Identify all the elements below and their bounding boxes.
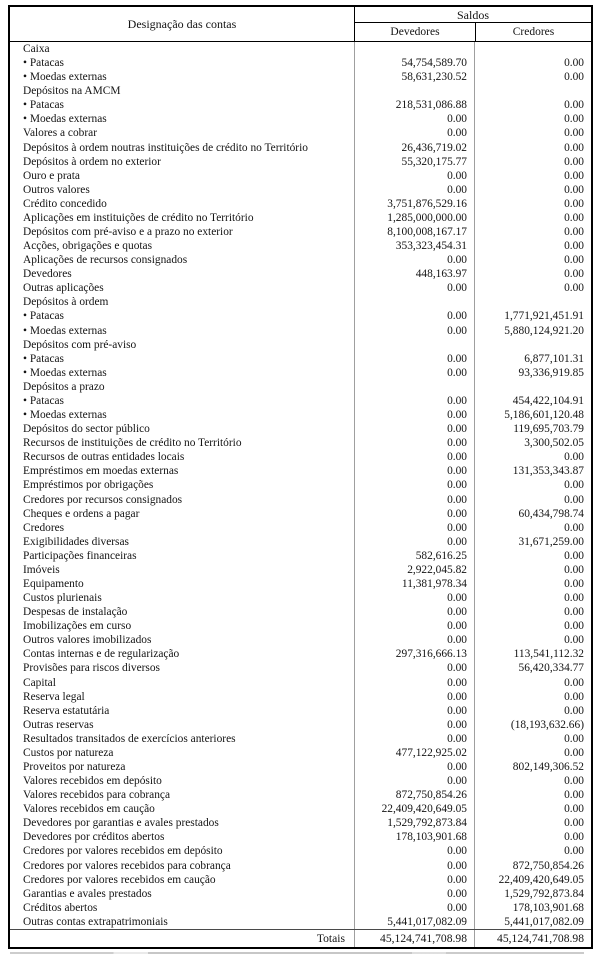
account-label: Ouro e prata	[23, 169, 80, 182]
table-row	[10, 84, 591, 98]
account-label: Caixa	[23, 43, 50, 55]
table-row	[10, 281, 591, 295]
saldos-header-group	[354, 7, 591, 41]
credores-value: 0.00	[474, 478, 591, 492]
table-body	[10, 42, 591, 929]
credores-value: 0.00	[474, 591, 591, 605]
account-label: Recursos de outras entidades locais	[23, 451, 185, 464]
account-label: Devedores	[23, 268, 72, 281]
account-label: Garantias e avales prestados	[23, 887, 152, 900]
credores-value: 113,541,112.32	[474, 647, 591, 661]
devedores-value: 0.00	[354, 450, 474, 464]
table-row	[10, 788, 591, 802]
account-label: Credores	[23, 521, 65, 534]
totals-row	[10, 929, 591, 947]
table-row	[10, 436, 591, 450]
account-label: Créditos abertos	[23, 901, 98, 914]
credores-value: 0.00	[474, 746, 591, 760]
account-label: Valores recebidos para cobrança	[23, 789, 171, 802]
account-label: Outras contas extrapatrimoniais	[23, 915, 168, 928]
credores-value: 0.00	[474, 690, 591, 704]
credores-value	[474, 380, 591, 394]
credores-value: 0.00	[474, 676, 591, 690]
account-label: Credores por valores recebidos em caução	[23, 873, 216, 886]
account-label: Devedores por garantias e avales prestados	[23, 817, 219, 830]
account-label: Depósitos com pré-aviso e a prazo no exterior	[23, 226, 233, 239]
column-header-designacao: Designação das contas	[127, 16, 237, 31]
account-label: Imóveis	[23, 563, 60, 576]
devedores-value: 0.00	[354, 760, 474, 774]
devedores-value: 0.00	[354, 873, 474, 887]
credores-value	[474, 84, 591, 98]
account-label: Depósitos do sector público	[23, 423, 150, 436]
devedores-value: 0.00	[354, 619, 474, 633]
devedores-value: 55,320,175.77	[354, 155, 474, 169]
table-row	[10, 253, 591, 267]
credores-value: 0.00	[474, 267, 591, 281]
table-row	[10, 535, 591, 549]
credores-value	[474, 42, 591, 56]
account-label: Outros valores	[23, 183, 90, 196]
table-row	[10, 507, 591, 521]
devedores-value: 448,163.97	[354, 267, 474, 281]
account-label: Custos por natureza	[23, 746, 114, 759]
table-row	[10, 422, 591, 436]
devedores-value: 0.00	[354, 732, 474, 746]
devedores-value: 178,103,901.68	[354, 830, 474, 844]
table-row	[10, 98, 591, 112]
table-row	[10, 844, 591, 858]
account-label: Despesas de instalação	[23, 606, 128, 619]
totals-devedores-value: 45,124,741,708.98	[354, 930, 474, 947]
devedores-value: 0.00	[354, 126, 474, 140]
table-row	[10, 352, 591, 366]
account-label: Depósitos à ordem	[23, 296, 109, 309]
column-header-credores: Credores	[475, 23, 591, 41]
devedores-value: 0.00	[354, 394, 474, 408]
table-row	[10, 338, 591, 352]
devedores-value: 0.00	[354, 507, 474, 521]
column-header-devedores: Devedores	[390, 26, 440, 38]
account-label: • Patacas	[23, 310, 64, 323]
account-label: • Patacas	[23, 394, 64, 407]
devedores-value: 0.00	[354, 591, 474, 605]
table-row	[10, 647, 591, 661]
credores-value: 0.00	[474, 197, 591, 211]
devedores-value: 5,441,017,082.09	[354, 915, 474, 929]
account-label: Valores a cobrar	[23, 127, 97, 140]
table-row	[10, 478, 591, 492]
devedores-value	[354, 338, 474, 352]
credores-value: 22,409,420,649.05	[474, 873, 591, 887]
account-label: Participações financeiras	[23, 549, 137, 562]
devedores-value: 0.00	[354, 859, 474, 873]
account-label: Valores recebidos em depósito	[23, 775, 162, 788]
table-row	[10, 816, 591, 830]
table-row	[10, 830, 591, 844]
devedores-value: 0.00	[354, 366, 474, 380]
table-row	[10, 464, 591, 478]
credores-value: 0.00	[474, 239, 591, 253]
account-label: Provisões para riscos diversos	[23, 662, 160, 675]
credores-value: 0.00	[474, 56, 591, 70]
account-label: Capital	[23, 676, 56, 689]
table-row	[10, 112, 591, 126]
account-label: Outras reservas	[23, 718, 94, 731]
devedores-value: 477,122,925.02	[354, 746, 474, 760]
table-row	[10, 493, 591, 507]
table-row	[10, 887, 591, 901]
table-row	[10, 70, 591, 84]
credores-value: 5,186,601,120.48	[474, 408, 591, 422]
scan-artifact-line	[10, 952, 584, 954]
credores-value: 0.00	[474, 211, 591, 225]
devedores-value: 0.00	[354, 887, 474, 901]
devedores-value: 218,531,086.88	[354, 98, 474, 112]
accounts-balance-table	[8, 5, 593, 949]
table-row	[10, 901, 591, 915]
credores-value: 3,300,502.05	[474, 436, 591, 450]
credores-value: 0.00	[474, 70, 591, 84]
table-row	[10, 563, 591, 577]
table-row	[10, 591, 591, 605]
table-row	[10, 774, 591, 788]
table-row	[10, 141, 591, 155]
credores-value: 0.00	[474, 563, 591, 577]
table-row	[10, 380, 591, 394]
credores-value: 0.00	[474, 141, 591, 155]
account-label: • Patacas	[23, 57, 64, 70]
devedores-value: 0.00	[354, 169, 474, 183]
table-row	[10, 718, 591, 732]
credores-value: 0.00	[474, 844, 591, 858]
table-row	[10, 521, 591, 535]
credores-value: 454,422,104.91	[474, 394, 591, 408]
credores-value: 0.00	[474, 732, 591, 746]
devedores-value: 872,750,854.26	[354, 788, 474, 802]
credores-value: 131,353,343.87	[474, 464, 591, 478]
account-label: Acções, obrigações e quotas	[23, 240, 153, 253]
account-label: Depósitos com pré-aviso	[23, 338, 137, 351]
devedores-value: 22,409,420,649.05	[354, 802, 474, 816]
credores-value: 0.00	[474, 577, 591, 591]
credores-value: 56,420,334.77	[474, 661, 591, 675]
table-row	[10, 704, 591, 718]
account-label: Proveitos por natureza	[23, 760, 126, 773]
totals-credores-value: 45,124,741,708.98	[474, 930, 591, 947]
devedores-value: 0.00	[354, 605, 474, 619]
account-label: Credores por recursos consignados	[23, 493, 183, 506]
table-row	[10, 605, 591, 619]
devedores-value: 582,616.25	[354, 549, 474, 563]
table-row	[10, 676, 591, 690]
devedores-value: 8,100,008,167.17	[354, 225, 474, 239]
table-row	[10, 859, 591, 873]
credores-value: 0.00	[474, 169, 591, 183]
devedores-value: 0.00	[354, 352, 474, 366]
table-header	[10, 7, 591, 42]
table-row	[10, 408, 591, 422]
account-label: Credores por valores recebidos em depósito	[23, 845, 223, 858]
account-label: Outras aplicações	[23, 282, 104, 295]
account-label: Aplicações de recursos consignados	[23, 254, 188, 267]
table-row	[10, 366, 591, 380]
devedores-value: 0.00	[354, 676, 474, 690]
table-row	[10, 225, 591, 239]
devedores-value: 0.00	[354, 436, 474, 450]
credores-value: 872,750,854.26	[474, 859, 591, 873]
table-row	[10, 802, 591, 816]
credores-value: 802,149,306.52	[474, 760, 591, 774]
column-header-saldos: Saldos	[355, 7, 591, 23]
account-label: Equipamento	[23, 577, 84, 590]
credores-value: 0.00	[474, 126, 591, 140]
account-label: • Moedas externas	[23, 366, 107, 379]
credores-value: 5,441,017,082.09	[474, 915, 591, 929]
table-row	[10, 42, 591, 56]
credores-value: 0.00	[474, 633, 591, 647]
account-label: Imobilizações em curso	[23, 620, 132, 633]
table-row	[10, 577, 591, 591]
devedores-value: 0.00	[354, 478, 474, 492]
table-row	[10, 746, 591, 760]
credores-value: 0.00	[474, 619, 591, 633]
credores-value	[474, 338, 591, 352]
credores-value: 0.00	[474, 493, 591, 507]
table-row	[10, 690, 591, 704]
devedores-value: 2,922,045.82	[354, 563, 474, 577]
credores-value: 6,877,101.31	[474, 352, 591, 366]
devedores-value: 3,751,876,529.16	[354, 197, 474, 211]
credores-value: 5,880,124,921.20	[474, 324, 591, 338]
devedores-value: 0.00	[354, 718, 474, 732]
account-label: Valores recebidos em caução	[23, 803, 155, 816]
credores-value: 0.00	[474, 830, 591, 844]
table-row	[10, 197, 591, 211]
devedores-value: 0.00	[354, 690, 474, 704]
table-row	[10, 183, 591, 197]
devedores-value: 58,631,230.52	[354, 70, 474, 84]
account-label: Outros valores imobilizados	[23, 634, 152, 647]
credores-value: 0.00	[474, 816, 591, 830]
devedores-value: 297,316,666.13	[354, 647, 474, 661]
credores-value: 0.00	[474, 704, 591, 718]
table-row	[10, 873, 591, 887]
devedores-value	[354, 295, 474, 309]
credores-value: 0.00	[474, 253, 591, 267]
account-label: Devedores por créditos abertos	[23, 831, 165, 844]
devedores-value: 0.00	[354, 774, 474, 788]
devedores-value: 0.00	[354, 535, 474, 549]
account-label: • Patacas	[23, 352, 64, 365]
devedores-value: 0.00	[354, 844, 474, 858]
devedores-value: 0.00	[354, 324, 474, 338]
devedores-value: 0.00	[354, 704, 474, 718]
table-row	[10, 549, 591, 563]
devedores-value: 0.00	[354, 309, 474, 323]
account-label: Reserva legal	[23, 690, 85, 703]
devedores-value	[354, 84, 474, 98]
credores-value: 0.00	[474, 281, 591, 295]
account-label: Resultados transitados de exercícios anteriores	[23, 732, 236, 745]
table-row	[10, 169, 591, 183]
credores-value: 0.00	[474, 155, 591, 169]
table-row	[10, 661, 591, 675]
table-row	[10, 915, 591, 929]
devedores-value: 0.00	[354, 183, 474, 197]
account-label: • Moedas externas	[23, 113, 107, 126]
table-row	[10, 309, 591, 323]
account-label: • Moedas externas	[23, 71, 107, 84]
devedores-value	[354, 380, 474, 394]
account-label: • Moedas externas	[23, 409, 107, 422]
table-row	[10, 760, 591, 774]
devedores-value: 0.00	[354, 408, 474, 422]
devedores-value: 1,529,792,873.84	[354, 816, 474, 830]
devedores-value: 0.00	[354, 464, 474, 478]
devedores-value: 54,754,589.70	[354, 56, 474, 70]
credores-value: 0.00	[474, 183, 591, 197]
devedores-value: 0.00	[354, 493, 474, 507]
account-label: Reserva estatutária	[23, 704, 110, 717]
credores-value: 60,434,798.74	[474, 507, 591, 521]
table-row	[10, 619, 591, 633]
devedores-value: 0.00	[354, 281, 474, 295]
credores-value: 0.00	[474, 774, 591, 788]
credores-value	[474, 295, 591, 309]
credores-value: 0.00	[474, 98, 591, 112]
table-row	[10, 267, 591, 281]
credores-value: 178,103,901.68	[474, 901, 591, 915]
credores-value: 93,336,919.85	[474, 366, 591, 380]
saldos-subheader-row	[355, 23, 591, 41]
devedores-value: 0.00	[354, 901, 474, 915]
account-label: Custos plurienais	[23, 592, 102, 605]
account-label: Exigibilidades diversas	[23, 535, 129, 548]
devedores-value: 0.00	[354, 521, 474, 535]
credores-value: 0.00	[474, 802, 591, 816]
table-row	[10, 450, 591, 464]
table-row	[10, 155, 591, 169]
table-row	[10, 394, 591, 408]
credores-value: 0.00	[474, 521, 591, 535]
account-label: Recursos de instituições de crédito no Território	[23, 437, 242, 450]
credores-value: (18,193,632.66)	[474, 718, 591, 732]
devedores-value: 0.00	[354, 633, 474, 647]
account-label: Depósitos a prazo	[23, 380, 105, 393]
credores-value: 31,671,259.00	[474, 535, 591, 549]
account-label: Crédito concedido	[23, 197, 107, 210]
devedores-value: 0.00	[354, 422, 474, 436]
account-label: Aplicações em instituições de crédito no Território	[23, 211, 254, 224]
table-row	[10, 295, 591, 309]
account-label: • Patacas	[23, 99, 64, 112]
table-row	[10, 324, 591, 338]
credores-value: 0.00	[474, 112, 591, 126]
table-row	[10, 126, 591, 140]
credores-value: 0.00	[474, 549, 591, 563]
account-label: Cheques e ordens a pagar	[23, 507, 140, 520]
devedores-value: 0.00	[354, 112, 474, 126]
account-label: Credores por valores recebidos para cobrança	[23, 859, 231, 872]
account-label: • Moedas externas	[23, 324, 107, 337]
totals-label: Totais	[316, 931, 345, 945]
devedores-value: 0.00	[354, 253, 474, 267]
table-row	[10, 239, 591, 253]
devedores-value: 1,285,000,000.00	[354, 211, 474, 225]
account-label: Depósitos na AMCM	[23, 85, 121, 98]
table-row	[10, 633, 591, 647]
account-label: Empréstimos por obrigações	[23, 479, 154, 492]
credores-value: 119,695,703.79	[474, 422, 591, 436]
devedores-value	[354, 42, 474, 56]
credores-value: 0.00	[474, 450, 591, 464]
credores-value: 0.00	[474, 605, 591, 619]
devedores-value: 11,381,978.34	[354, 577, 474, 591]
devedores-value: 0.00	[354, 661, 474, 675]
credores-value: 0.00	[474, 225, 591, 239]
credores-value: 1,771,921,451.91	[474, 309, 591, 323]
credores-value: 1,529,792,873.84	[474, 887, 591, 901]
account-label: Contas internas e de regularização	[23, 648, 180, 661]
account-label: Depósitos à ordem noutras instituições de crédito no Território	[23, 141, 308, 154]
table-row	[10, 211, 591, 225]
account-label: Depósitos à ordem no exterior	[23, 155, 161, 168]
devedores-value: 26,436,719.02	[354, 141, 474, 155]
devedores-value: 353,323,454.31	[354, 239, 474, 253]
table-row	[10, 732, 591, 746]
table-row	[10, 56, 591, 70]
credores-value: 0.00	[474, 788, 591, 802]
account-label: Empréstimos em moedas externas	[23, 465, 179, 478]
